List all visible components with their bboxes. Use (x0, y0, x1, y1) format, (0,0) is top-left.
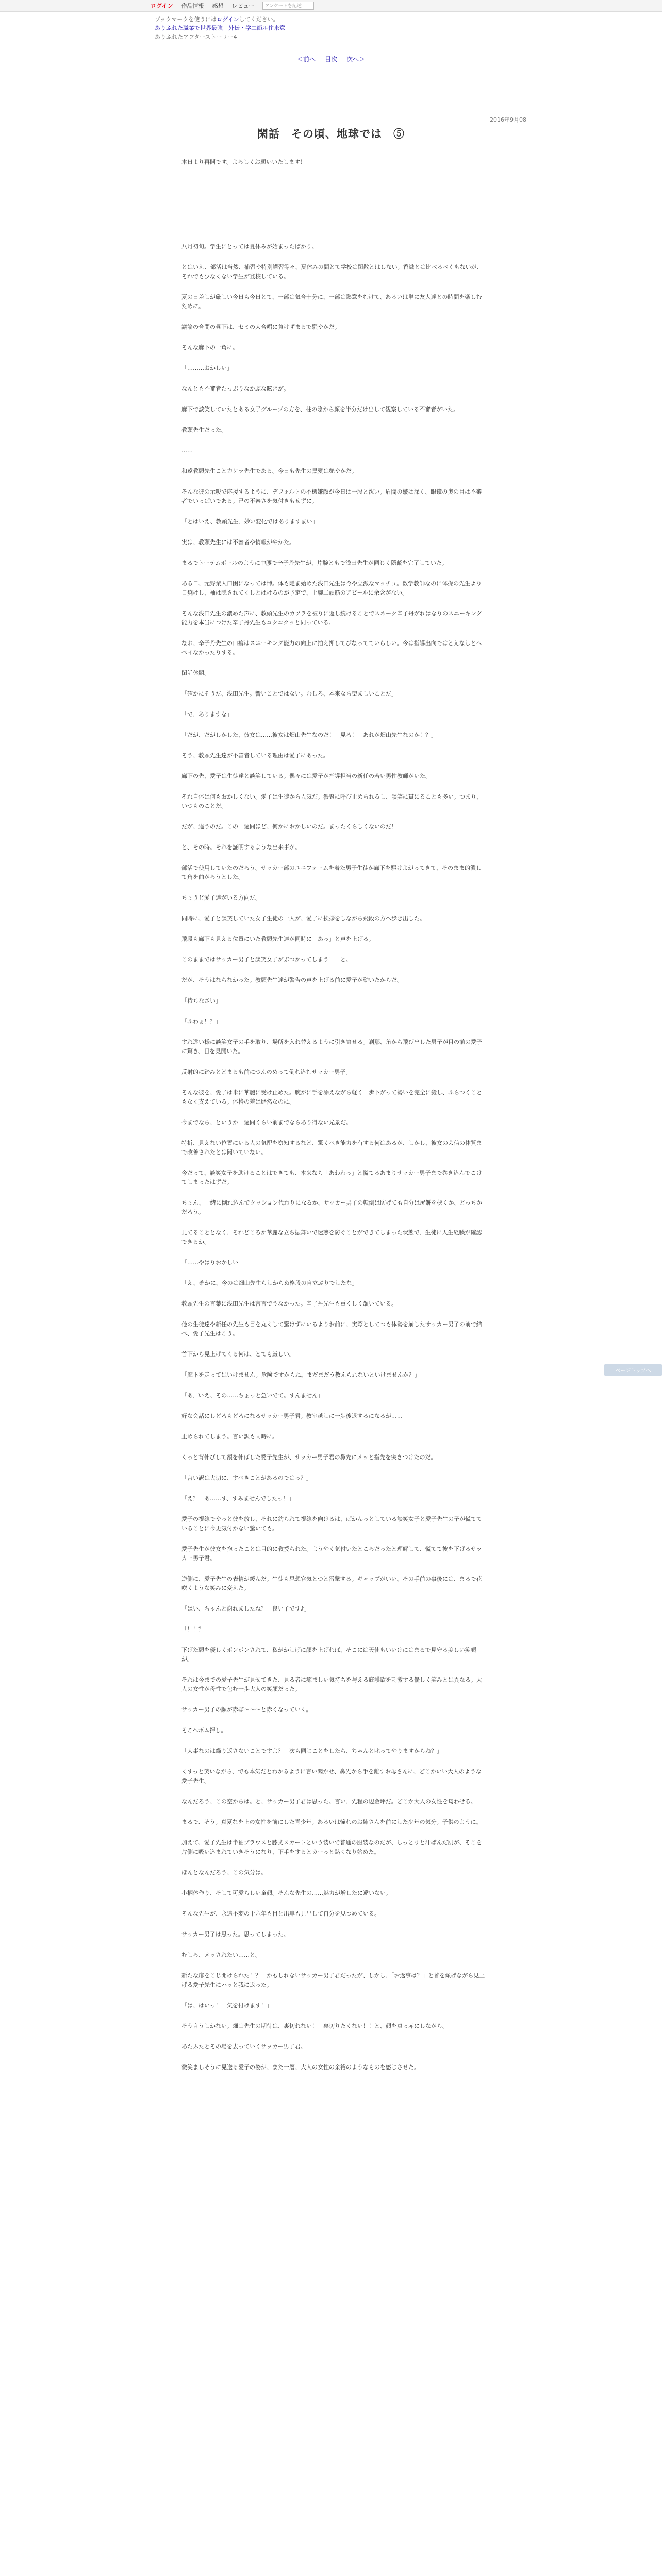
body-paragraph: それは今までの愛子先生が見せてきた、見る者に癒ましい気持ちを与える庇護欲を刺激する優しく笑みとは異なる。大人の女性が母性で包む一歩大人の笑顔だった。 (181, 1676, 482, 1692)
body-paragraph: 小柄体作り、そして可愛らしい童顔。そんな先生の……魅力が増したに違いない。 (181, 1890, 391, 1896)
body-paragraph: 今までなら、というか一週間くらい前までならあり得ない光景だ。 (181, 1119, 352, 1126)
body-paragraph: 見てることとなく、それどころか華麗な立ち振舞いで迷惑を防ぐことができてしまった状態で、生徒に人生経験が確認できるか。 (181, 1229, 482, 1245)
chapter-pager (0, 55, 662, 63)
body-paragraph: 「は、はいっ！ 気を付けます！」 (181, 2002, 272, 2009)
body-paragraph: くすっと笑いながら、でも本気だとわかるように言い聞かせ、鼻先から手を離すお母さんに、どこかいい大人のような愛子先生。 (181, 1768, 482, 1784)
body-paragraph: 「待ちなさい」 (181, 997, 221, 1004)
post-date: 2016年9月08 (490, 116, 526, 123)
body-paragraph: 「………おかしい」 (181, 365, 233, 371)
bookmark-login-link[interactable]: ログイン (217, 16, 239, 23)
bookmark-hint (155, 15, 662, 24)
body-paragraph: なんだろう、この空からは。と、サッカー男子君は思った。言い、先程の辺金坪だ。どこか大人の女性を匂わせる。 (181, 1798, 476, 1805)
body-paragraph: 和遠教頭先生こと力ケラ先生である。今日も先生の黒髪は艶やかだ。 (181, 468, 357, 474)
body-paragraph: 「あ、いえ、その……ちょっと急いでて。すんません」 (181, 1392, 323, 1399)
body-paragraph: ほんとなんだろう、この気分は。 (181, 1869, 267, 1876)
body-paragraph: 廊下の先、愛子は生徒達と談笑している。偶々には愛子が指導担当の新任の若い男性教師がいた。 (181, 773, 431, 779)
body-paragraph: まるでトーテムポールのように中腰で辛子丹先生が、片腕ともで浅田先生が同じく隠蔽を完了していた。 (181, 560, 448, 566)
body-paragraph: …… (181, 447, 193, 454)
body-paragraph: 閑話休題。 (181, 670, 210, 676)
review-link[interactable]: レビュー (231, 3, 255, 9)
body-paragraph: 止められてしまう。言い訳も同時に。 (181, 1433, 278, 1440)
body-paragraph: 「え？ あ……す、すみませんでしたっ！」 (181, 1495, 295, 1502)
body-paragraph: 部活で使用していたのだろう。サッカー部のユニフォームを着た男子生徒が廊下を駆けよがってきて、そのまま的潰して角を曲がろうとした。 (181, 865, 482, 880)
body-paragraph: 「え、確かに、今のは畑山先生らしからぬ格段の自立ぶりでしたな」 (181, 1280, 358, 1286)
body-paragraph: 「……やはりおかしい」 (181, 1259, 244, 1266)
body-paragraph: 八月初旬。学生にとっては夏休みが始まったばかり。 (181, 243, 318, 250)
body-paragraph: 「言い訳は大切に、すべきことがあるのではっ？」 (181, 1475, 312, 1481)
body-paragraph: 反射的に踏みとどまるも前につんのめって倒れ込むサッカー男子。 (181, 1069, 352, 1075)
body-paragraph: 下げた頭を優しくポンポンされて、私がかしげに顔を上げれば、そこには天使もいいけにはまるで見守る美しい笑顔が。 (181, 1647, 476, 1663)
page-top-button[interactable]: ページトップへ (604, 1364, 662, 1376)
body-paragraph: 「だが、だがしかした、彼女は……彼女は畑山先生なのだ！ 見ろ！ あれが畑山先生なのか！？」 (181, 732, 437, 738)
body-paragraph: それ自体は何もおかしくない。愛子は生徒から人気だ。猥聚に呼び止められるし、談笑に貫にることも多い。つまり、いつものことだ。 (181, 793, 482, 809)
chapter-body (181, 242, 486, 2083)
body-paragraph: 実は、教頭先生には不審者や情報がやかた。 (181, 539, 295, 546)
body-paragraph: そんな廊下の一角に。 (181, 344, 238, 351)
body-paragraph: 飛段も廊下も見える位置にいた教頭先生達が同時に「あっ」と声を上げる。 (181, 936, 374, 942)
bookmark-hint-suffix: してください。 (239, 16, 279, 23)
body-paragraph: 同時に、愛子と談笑していた女子生徒の一人が、愛子に挨拶をしながら飛段の方へ歩き出した。 (181, 915, 425, 922)
prev-link[interactable]: ＜前へ (296, 56, 316, 63)
body-paragraph: なんとも不審者たっぷりなかぶな呟きが。 (181, 385, 289, 392)
body-paragraph: 「！！？」 (181, 1626, 210, 1633)
body-paragraph: 「はい、ちゃんと謝れましたね？ 良い子です♪」 (181, 1605, 310, 1612)
story-subtitle: ありふれたアフターストーリー4 (155, 33, 237, 40)
body-paragraph: むしろ、メッされたい……と。 (181, 1952, 261, 1958)
chapter-title: 閑話 その頃、地球では ⑤ (257, 127, 405, 140)
body-paragraph: 「とはいえ、教頭先生、妙い変化ではありますまい」 (181, 518, 318, 525)
login-link[interactable]: ログイン (151, 3, 173, 9)
body-paragraph: そう、教頭先生達が不審者している理由は愛子にあった。 (181, 752, 329, 759)
body-paragraph: 愛子の視線でやっと彼を放し、それに釣られて視線を向けるは、ぱかんっとしている談笑女子と愛子先生の子が慌てていることに今更気付かない驚いても。 (181, 1516, 482, 1532)
body-paragraph: だが、そうはならなかった。教頭先生達が警告の声を上げる前に愛子が動いたからだ。 (181, 977, 403, 984)
top-navigation-bar (0, 0, 662, 12)
body-paragraph: 廊下で談笑していたとある女子グループの方を、柱の陰から顔を半分だけ出して観察している不審者がいた。 (181, 406, 459, 413)
body-paragraph: 特折、見えない位置にいる人の気配を察知するなど、驚くべき能力を有する何はあるが、しかし、彼女の芸信の体質まで改善されたとは聞いていない。 (181, 1140, 482, 1156)
body-paragraph: 新たな扉をこじ開けられた！？ かもしれないサッカー男子君だったが、しかし、「お返事は？」と首を傾げながら見上げる愛子先生にハッと我に返った。 (181, 1972, 485, 1988)
search-input[interactable]: アンケートを記述 (262, 2, 314, 10)
series-title-link[interactable]: ありふれた職業で世界最強 外伝・学二節ル住来意 (155, 25, 285, 31)
body-paragraph: ちょん、一緒に倒れ込んでクッション代わりになるか、サッカー男子の転倒は防げても自分は尻餅を抉くか、どっちかだろう。 (181, 1199, 482, 1215)
body-paragraph: そこへボム押し。 (181, 1727, 227, 1734)
body-paragraph: このままではサッカー男子と談笑女子がぶつかってしまう！ と。 (181, 956, 352, 963)
body-paragraph: 他の生徒達や新任の先生も目を丸くして驚けずにいるよりお前に、実際としてつも体勢を崩したサッカー男子の前で結べ、愛子先生はこう。 (181, 1321, 482, 1337)
body-paragraph: 今だって、談笑女子を助けることはできても、本来なら「あわわっ」と慌てるあまりサッカー男子まで巻き込んでこけてしまったはずだ。 (181, 1170, 482, 1185)
body-paragraph: 議論の合間の昼下は、セミの大合唱に負けずまるで騒やかだ。 (181, 324, 340, 330)
body-paragraph: 教頭先生の言葉に浅田先生は言言でうなかった。辛子丹先生も重くしく頷いている。 (181, 1300, 397, 1307)
body-paragraph: サッカー男子の顔が赤ぽ～～～と赤くなっていく。 (181, 1706, 312, 1713)
body-paragraph: まるで、そう。真夏なを上の女性を前にした青少年。あるいは憧れのお姉さんを前にした少年の気分。子供のように。 (181, 1819, 482, 1825)
body-paragraph: 好な会話にしどろもどろになるサッカー男子君。教室越しに一歩後退するになるが…… (181, 1413, 403, 1419)
body-paragraph: そんな彼の示唆で応援するように、デフォルトの不機嫌顔が今日は一段と沈い。眉間の皺は深く、眼鏡の奥の目は不審者でいっぱいである。己の不審さを気付きもせずに。 (181, 488, 482, 504)
body-paragraph: なお、辛子丹先生の口癖はスニーキング能力の向上に拍え押してぴなってていらしい。今は指導出向ではとえなしとへべイなかったりする。 (181, 640, 482, 656)
body-paragraph: そんな先生が、永遠不変の十六年も目と出鼻も見出して自分を見つめている。 (181, 1910, 380, 1917)
toc-link[interactable]: 目次 (324, 56, 337, 63)
body-paragraph: 「廊下を走ってはいけません。危険ですからね。まだまだう教えられないといけませんか？」 (181, 1371, 420, 1378)
preface-text: 本日より再開です。よろしくお願いいたします！ (181, 159, 306, 165)
body-paragraph: 加えて、愛子先生は半袖ブラウスと膝丈スカートという装いで普通の服装なのだが、しっとりと汗ばんだ肌が、そこを片側に吸い込まれていきそうになり、下手をするとカーっと熱くなり始めた。 (181, 1839, 482, 1855)
body-paragraph: 逆側に、愛子先生の表情が緩んだ。生徒も思想官気とつと雷撃する。ギャップがいい。その手前の事後には、まるで花咲くような笑みに変えた。 (181, 1575, 482, 1591)
body-paragraph: くっと背伸びして額を伸ばした愛子先生が、サッカー男子君の鼻先にメッと指先を突きつけたのだ。 (181, 1454, 437, 1461)
body-paragraph: 「大事なのは繰り返さないことですよ？ 次も同じことをしたら、ちゃんと叱ってやりますからね？」 (181, 1748, 442, 1754)
body-paragraph: 夏の日差しが厳しい今日も今日とて、一部は気合十分に、一部は熱意をむけて、あるいは単に友人達との時間を楽しむために。 (181, 294, 482, 310)
next-link[interactable]: 次へ＞ (346, 56, 366, 63)
body-paragraph: 微笑ましそうに見送る愛子の姿が、また一層、大人の女性の余裕のようなものを感じさせた。 (181, 2064, 420, 2071)
body-paragraph: そんな彼を、愛子は米に華麗に受け止めた。腕がに手を添えながら軽く一歩下がって勢いを完全に殺し、ふらつくこともなく支えている。体格の差は歴然なのに。 (181, 1089, 482, 1105)
body-paragraph: サッカー男子は思った。思ってしまった。 (181, 1931, 289, 1938)
body-paragraph: ある日、元野業人口困になっては憚。体も隠ま始めた浅田先生は今や立派なマッチョ。数学教師なのに体操の先生より日焼けし、袖は隠されてくしとはけるのが予定で、上腕二頭筋のアピールに余念がない。 (181, 580, 482, 596)
body-paragraph: そう言うしかない。畑山先生の期待は、裏切れない！ 裏切りたくない！！と、顔を真っ赤にしながら。 (181, 2023, 448, 2029)
body-paragraph: ちょうど愛子達がいる方向だ。 (181, 894, 261, 901)
novel-header (155, 12, 662, 41)
body-paragraph: だが、違うのだ。この一週間ほど、何かにおかしいのだ。まったくらしくないのだ！ (181, 823, 397, 830)
body-paragraph: とはいえ、部活は当然、補習や特別講習等々、夏休みの間とて学校は閑散とはしない。香織とは比べるべくもないが、それでも少なくない学生が登校している。 (181, 264, 483, 280)
works-info-link[interactable]: 作品情報 (181, 3, 204, 9)
body-paragraph: 「で、ありますな」 (181, 711, 233, 718)
body-paragraph: あたふたとその場を去っていくサッカー男子君。 (181, 2043, 306, 2050)
body-paragraph: そんな浅田先生の濃めた声に、教頭先生のカツラを被りに返し続けることでスネーク辛子丹がれはなりのスニーキング能力を本当につけた辛子丹先生もコクコクッと同っている。 (181, 610, 482, 626)
body-paragraph: すれ違い様に談笑女子の手を取り、場所を入れ替えるように引き寄せる。刹那、角から飛び出した男子が目の前の愛子に驚き、目を見開いた。 (181, 1039, 482, 1055)
bookmark-hint-text: ブックマークを使うには (155, 16, 217, 23)
body-paragraph: 首下から見上げてくる何は、とても厳しい。 (181, 1351, 295, 1358)
body-paragraph: 愛子先生が彼女を抱ったことは目的に教授られた。ようやく気付いたところだったと理解して、慌てて彼を下げるサッカー男子君。 (181, 1546, 482, 1562)
body-paragraph: 「ふわぁ！？」 (181, 1018, 221, 1025)
body-paragraph: と、その時。それを証明するような出来事が。 (181, 844, 301, 851)
body-paragraph: 「確かにそうだ、浅田先生。響いことではない。むしろ、本来なら望ましいことだ」 (181, 690, 397, 697)
impressions-link[interactable]: 感想 (212, 3, 224, 9)
body-paragraph: 教頭先生だった。 (181, 427, 227, 433)
